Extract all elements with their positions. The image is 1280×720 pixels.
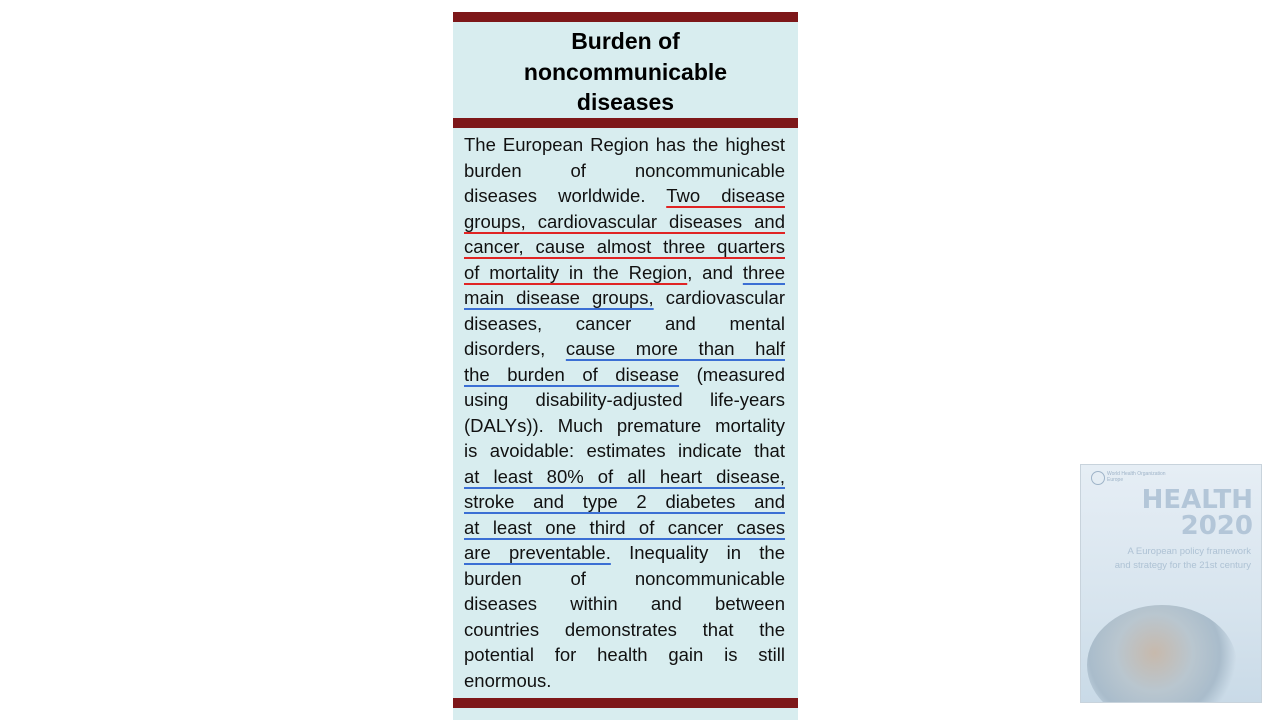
text-line — [464, 642, 785, 668]
text-line — [464, 489, 785, 515]
text-line — [464, 234, 785, 260]
title-line: diseases — [576, 89, 675, 115]
text-segment: enormous. — [464, 669, 552, 691]
cover-title — [1142, 487, 1253, 539]
cover-subtitle: A European policy framework and strategy for the 21st century — [1114, 546, 1251, 571]
text-segment: potential for health gain is still — [464, 644, 785, 665]
text-segment: diseases worldwide. — [464, 185, 646, 206]
blue-underlined-text: cause more than half — [565, 338, 785, 359]
text-line — [464, 438, 785, 464]
divider-bar — [453, 118, 798, 128]
text-line — [464, 515, 785, 541]
red-underlined-text: groups, cardiovascular diseases and — [464, 210, 785, 232]
blue-underlined-text: at least one third of cancer cases — [464, 516, 785, 538]
text-line — [464, 158, 785, 184]
text-segment: diseases within and between — [464, 593, 785, 614]
text-line — [464, 132, 785, 158]
text-line — [464, 668, 785, 694]
text-segment: burden of noncommunicable — [464, 159, 785, 181]
panel-body-text — [464, 132, 785, 693]
title-line: noncommunicable — [523, 58, 728, 85]
globe-illustration — [1087, 605, 1237, 703]
text-segment: burden of noncommunicable — [464, 567, 785, 589]
text-segment: cardiovascular — [665, 287, 785, 308]
panel-title — [453, 26, 798, 118]
text-segment: (measured — [696, 363, 786, 385]
text-line — [464, 362, 785, 388]
text-line — [464, 617, 785, 643]
cover-title-line: 2020 — [1180, 511, 1253, 541]
cover-title-line: HEALTH — [1141, 485, 1253, 515]
text-line — [464, 336, 785, 362]
blue-underlined-text: at least 80% of all heart disease, — [464, 465, 785, 487]
text-line — [464, 566, 785, 592]
text-line — [464, 540, 785, 566]
red-underlined-text: Two disease — [666, 185, 785, 206]
cover-organization: World Health Organization Europe — [1107, 471, 1166, 483]
health-2020-cover-image — [1080, 464, 1262, 703]
text-line — [464, 260, 785, 286]
text-line — [464, 464, 785, 490]
blue-underlined-text: three — [742, 261, 785, 283]
text-segment: is avoidable: estimates indicate that — [464, 440, 785, 461]
text-segment: countries demonstrates that the — [464, 618, 785, 640]
text-line — [464, 413, 785, 439]
blue-underlined-text: stroke and type 2 diabetes and — [464, 491, 785, 512]
who-logo-icon — [1091, 471, 1105, 485]
text-line — [464, 311, 785, 337]
info-panel — [453, 12, 798, 720]
text-line — [464, 183, 785, 209]
text-line — [464, 209, 785, 235]
blue-underlined-text: main disease groups, — [464, 287, 654, 308]
text-segment: disorders, — [464, 338, 546, 359]
text-segment: diseases, cancer and mental — [464, 312, 785, 334]
text-segment: Inequality in the — [629, 542, 785, 563]
text-line — [464, 387, 785, 413]
blue-underlined-text: the burden of disease — [464, 363, 680, 385]
top-bar — [453, 12, 798, 22]
red-underlined-text: of mortality in the Region — [464, 261, 688, 283]
text-segment: using disability-adjusted life-years — [464, 389, 785, 410]
bottom-bar — [453, 698, 798, 708]
text-line — [464, 591, 785, 617]
blue-underlined-text: are preventable. — [464, 542, 611, 563]
text-segment: (DALYs)). Much premature mortality — [464, 414, 785, 436]
title-line: Burden of — [571, 28, 680, 54]
text-line — [464, 285, 785, 311]
red-underlined-text: cancer, cause almost three quarters — [464, 236, 785, 257]
text-segment: The European Region has the highest — [464, 134, 785, 155]
text-segment: , and — [687, 261, 734, 283]
